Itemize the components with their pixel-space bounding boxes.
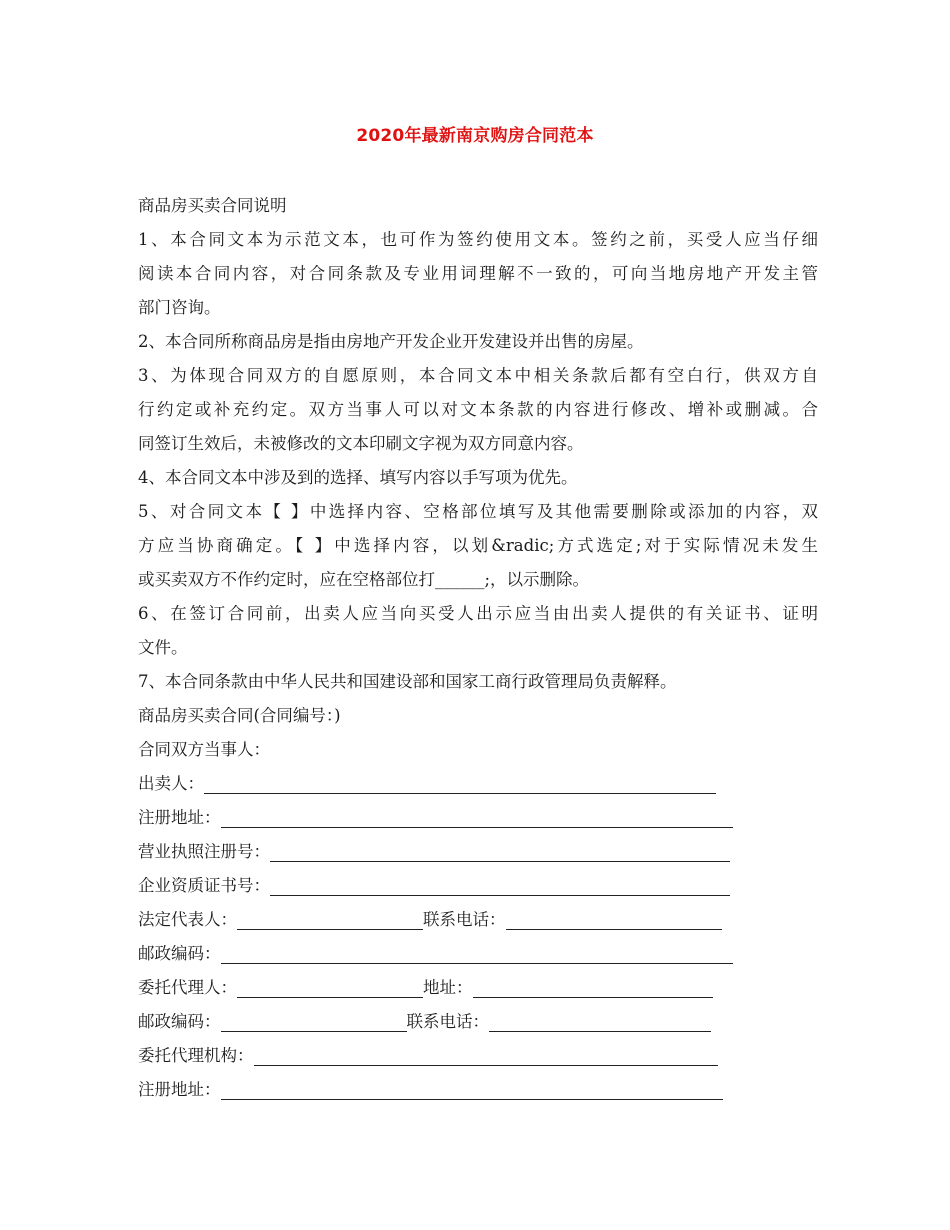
paragraph-line: 6、在签订合同前，出卖人应当向买受人出示应当由出卖人提供的有关证书、证明 bbox=[138, 604, 818, 623]
agent-field-row bbox=[138, 971, 818, 1005]
paragraph-line: 文件。 bbox=[138, 638, 188, 657]
document-body bbox=[138, 189, 818, 1107]
phone-blank[interactable] bbox=[506, 907, 722, 930]
postcode2-label: 邮政编码： bbox=[138, 1012, 221, 1031]
qualification-no-blank[interactable] bbox=[270, 873, 730, 896]
license-no-blank[interactable] bbox=[270, 839, 730, 862]
reg-address2-field-row bbox=[138, 1073, 818, 1107]
paragraph-line: 同签订生效后，未被修改的文本印刷文字视为双方同意内容。 bbox=[138, 434, 584, 453]
phone2-blank[interactable] bbox=[489, 1009, 711, 1032]
paragraph-line: 3、为体现合同双方的自愿原则，本合同文本中相关条款后都有空白行，供双方自 bbox=[138, 366, 818, 385]
paragraph-line: 4、本合同文本中涉及到的选择、填写内容以手写项为优先。 bbox=[138, 468, 578, 487]
address-blank[interactable] bbox=[473, 975, 713, 998]
license-no-label: 营业执照注册号： bbox=[138, 842, 270, 861]
legal-rep-blank[interactable] bbox=[237, 907, 423, 930]
postcode-label: 邮政编码： bbox=[138, 944, 221, 963]
postcode2-field-row bbox=[138, 1005, 818, 1039]
agency-label: 委托代理机构： bbox=[138, 1046, 254, 1065]
parties-heading: 合同双方当事人： bbox=[138, 740, 270, 759]
legal-rep-label: 法定代表人： bbox=[138, 910, 237, 929]
paragraph-line: 或买卖双方不作约定时，应在空格部位打______;，以示删除。 bbox=[138, 570, 590, 589]
address-label: 地址： bbox=[423, 978, 473, 997]
paragraph-line: 方应当协商确定。【 】中选择内容，以划&radic;方式选定;对于实际情况未发生 bbox=[138, 536, 818, 555]
reg-address-field-row bbox=[138, 801, 818, 835]
document-title: 2020年最新南京购房合同范本 bbox=[356, 126, 594, 146]
contract-heading: 商品房买卖合同(合同编号：) bbox=[138, 706, 341, 725]
paragraph-line: 2、本合同所称商品房是指由房地产开发企业开发建设并出售的房屋。 bbox=[138, 332, 644, 351]
reg-address2-blank[interactable] bbox=[221, 1077, 723, 1100]
paragraph-line: 7、本合同条款由中华人民共和国建设部和国家工商行政管理局负责解释。 bbox=[138, 672, 677, 691]
agency-blank[interactable] bbox=[254, 1043, 718, 1066]
paragraph-line: 部门咨询。 bbox=[138, 298, 221, 317]
postcode-field-row bbox=[138, 937, 818, 971]
postcode-blank[interactable] bbox=[221, 941, 733, 964]
license-no-field-row bbox=[138, 835, 818, 869]
reg-address-label: 注册地址： bbox=[138, 808, 221, 827]
paragraph-line: 阅读本合同内容，对合同条款及专业用词理解不一致的，可向当地房地产开发主管 bbox=[138, 264, 818, 283]
qualification-no-label: 企业资质证书号： bbox=[138, 876, 270, 895]
paragraph-line: 5、对合同文本【 】中选择内容、空格部位填写及其他需要删除或添加的内容，双 bbox=[138, 502, 818, 521]
agent-label: 委托代理人： bbox=[138, 978, 237, 997]
seller-field-row bbox=[138, 767, 818, 801]
legal-rep-field-row bbox=[138, 903, 818, 937]
reg-address-blank[interactable] bbox=[221, 805, 733, 828]
reg-address2-label: 注册地址： bbox=[138, 1080, 221, 1099]
seller-blank[interactable] bbox=[204, 771, 716, 794]
phone-label: 联系电话： bbox=[423, 910, 506, 929]
seller-label: 出卖人： bbox=[138, 774, 204, 793]
phone2-label: 联系电话： bbox=[406, 1012, 489, 1031]
paragraph-line: 行约定或补充约定。双方当事人可以对文本条款的内容进行修改、增补或删减。合 bbox=[138, 400, 818, 419]
paragraph-line: 1、本合同文本为示范文本，也可作为签约使用文本。签约之前，买受人应当仔细 bbox=[138, 230, 818, 249]
agent-blank[interactable] bbox=[237, 975, 423, 998]
qualification-no-field-row bbox=[138, 869, 818, 903]
section-heading: 商品房买卖合同说明 bbox=[138, 196, 287, 215]
agency-field-row bbox=[138, 1039, 818, 1073]
postcode2-blank[interactable] bbox=[221, 1009, 407, 1032]
